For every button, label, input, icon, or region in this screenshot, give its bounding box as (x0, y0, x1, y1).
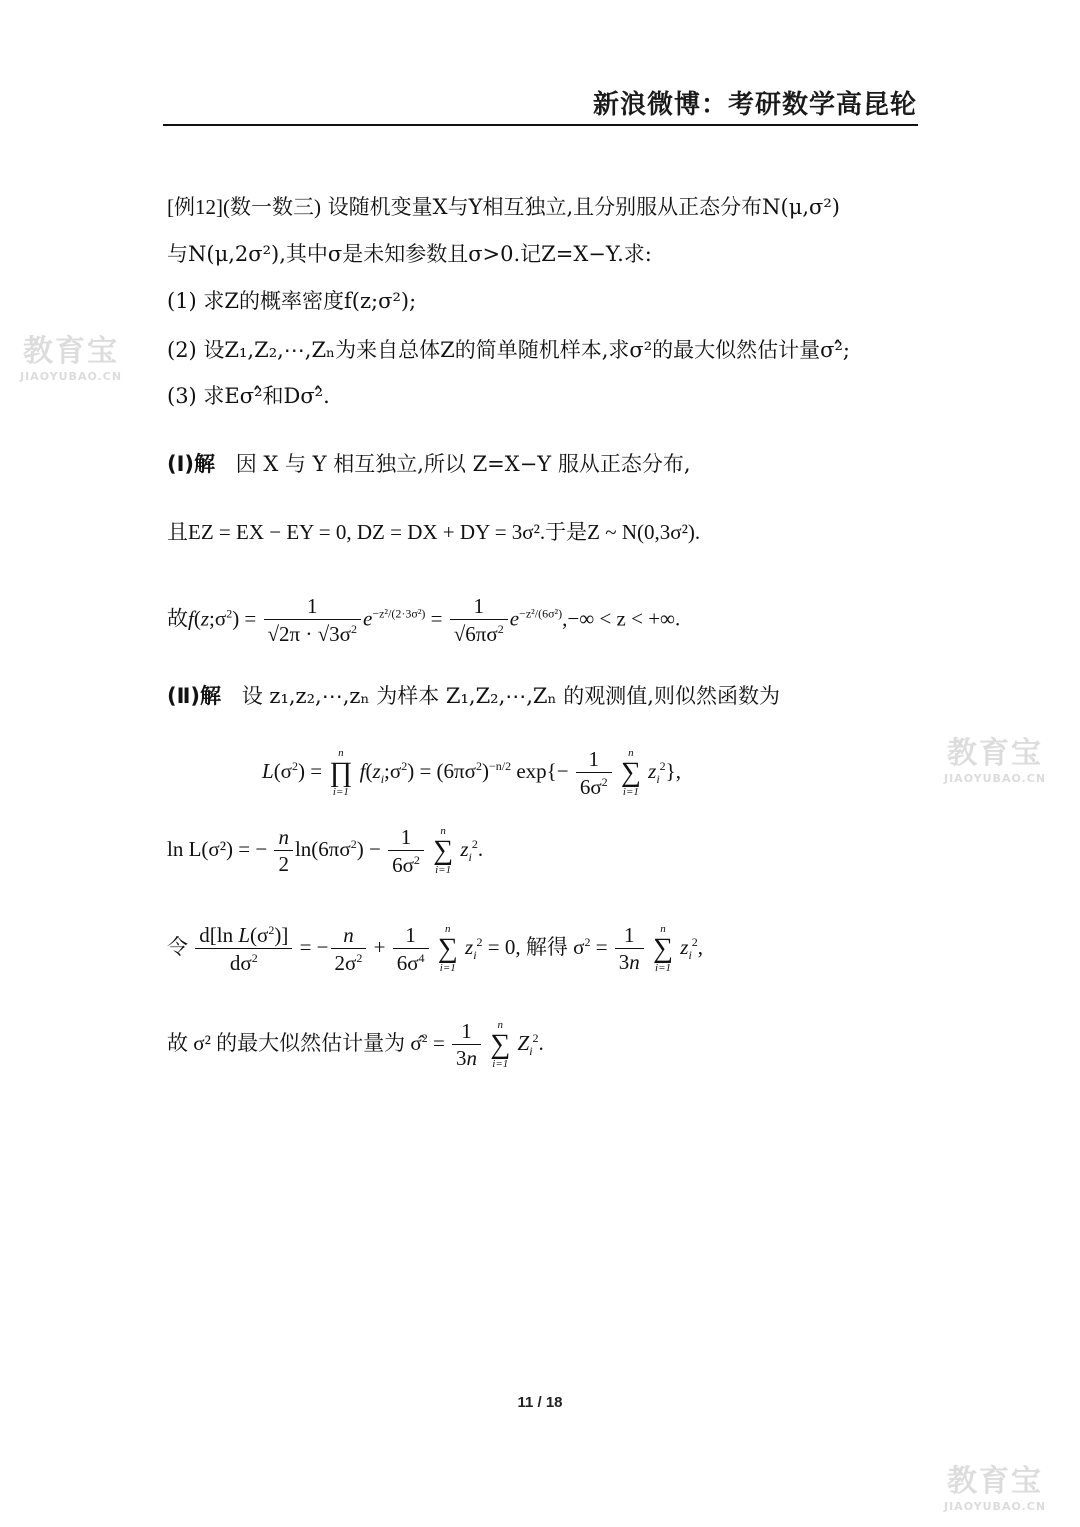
solution-1-line-2: 且EZ = EX − EY = 0, DZ = DX + DY = 3σ².于是Z ~ N(0,3σ²). (167, 520, 701, 544)
solution-1-line-1 (167, 454, 691, 475)
solution-2-text: 设 z₁,z₂,⋯,zₙ 为样本 Z₁,Z₂,⋯,Zₙ 的观测值,则似然函数为 (241, 684, 780, 708)
watermark-bottom-right: 教育宝 JIAOYUBAO.CN (944, 1464, 1047, 1513)
solution-1-text: 因 X 与 Y 相互独立,所以 Z=X−Y 服从正态分布, (235, 452, 691, 476)
solution-1-label: (Ⅰ)解 (167, 452, 216, 476)
question-3: (3) 求Eσ²̂和Dσ²̂. (167, 384, 330, 408)
derivative-equation: 令 $\frac{d[\ln L(\sigma^2)]}{d\sigma^2}$ = − $\frac{n}{2\sigma^2}$ + $\frac{1}{6\sigma^4}$ n ∑ i=1 $z_i^2 = 0$, 解得 $\sigma^2$ = $\frac{1}{3n}$ n ∑ i=1 $z_i^2$, (167, 922, 704, 975)
problem-label: [例12](数一数三) (167, 195, 321, 219)
watermark-left: 教育宝 JIAOYUBAO.CN (20, 334, 123, 383)
density-domain: ,−∞ < z < +∞. (562, 606, 681, 631)
density-formula: 故$f(z;\sigma^2)$ = $\frac{1}{√2\pi \cdot √3\sigma^2}$ $e^{-z^2/(2\cdot 3\sigma^2)}$ = $\frac{1}{√6\pi\sigma^2}$ $e^{-z^2/(6\sigma^2)},-\infty < z$ < +∞. (167, 594, 681, 646)
question-1: (1) 求Z的概率密度f(z;σ²); (167, 289, 417, 313)
likelihood-formula: $L(\sigma^2)$ = n ∏ i=1 $f(z_i;\sigma^2) = (6\pi\sigma^2)^{-n/2}$ exp{− $\frac{1}{6\sigma^2}$ n ∑ i=1 $z_i^2$}, (262, 746, 681, 799)
header-title: 新浪微博：考研数学高昆轮 (592, 90, 917, 120)
log-likelihood-formula: ln L(σ²) = − $\frac{n}{2}$ $\ln(6\pi\sigma^2)$ − $\frac{1}{6\sigma^2}$ n ∑ i=1 $z_i^2$. (167, 824, 484, 877)
problem-line-2: 与N(μ,2σ²),其中σ是未知参数且σ>0.记Z=X−Y.求: (167, 242, 652, 266)
page-number: 11 / 18 (517, 1394, 563, 1411)
question-2: (2) 设Z₁,Z₂,⋯,Zₙ为来自总体Z的简单随机样本,求σ²的最大似然估计量σ²̂; (167, 338, 850, 362)
therefore-text: 故 (167, 606, 188, 631)
solution-2-label: (Ⅱ)解 (167, 684, 222, 708)
solution-2-line-1 (167, 686, 780, 707)
watermark-right: 教育宝 JIAOYUBAO.CN (944, 736, 1047, 785)
mle-conclusion: 故 σ² 的最大似然估计量为 σ̂$^2$ = $\frac{1}{3n}$ n ∑ i=1 $Z_i^2$. (167, 1019, 544, 1070)
problem-line-1 (167, 197, 840, 218)
header-divider (163, 124, 918, 126)
problem-line1-text: 设随机变量X与Y相互独立,且分别服从正态分布N(μ,σ²) (327, 195, 840, 219)
